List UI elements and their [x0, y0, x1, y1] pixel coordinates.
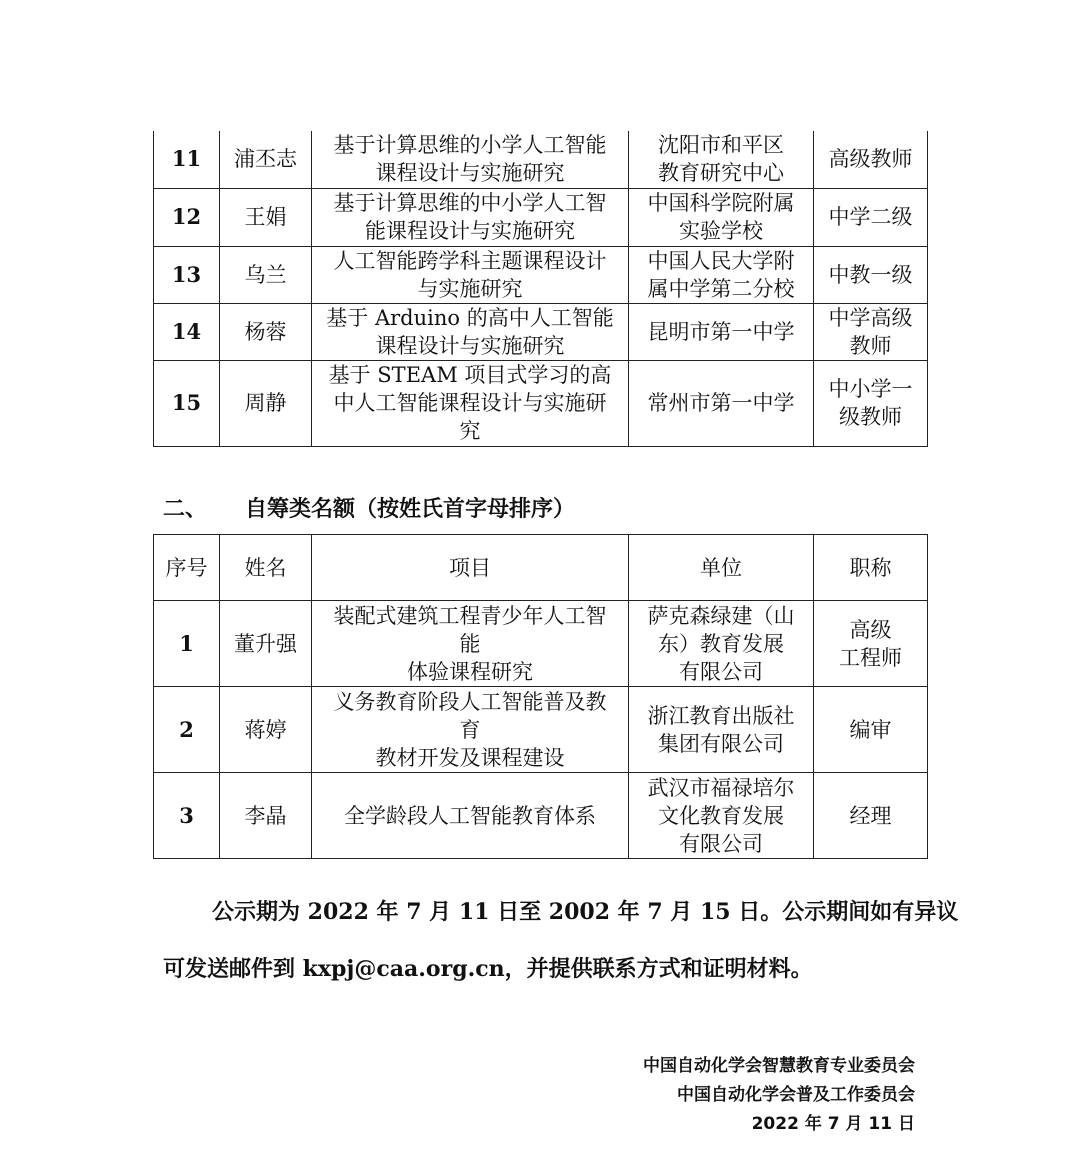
cell-unit [629, 360, 814, 446]
cell-line: 中学二级 [828, 205, 913, 229]
cell-line: 基于 Arduino 的高中人工智能 [326, 305, 614, 330]
cell-line: 基于计算思维的中小学人工智 [333, 191, 607, 215]
cell-line: 有限公司 [679, 659, 763, 684]
cell-no: 2 [154, 687, 220, 773]
cell-line: 属中学第二分校 [647, 276, 795, 301]
cell-line: 浙江教育出版社 [647, 703, 795, 728]
notice-line-1: 公示期为 2022 年 7 月 11 日至 2002 年 7 月 15 日。公示期间如有异议 [212, 899, 959, 925]
cell-line: 东）教育发展 [658, 631, 784, 656]
cell-title [814, 773, 928, 859]
cell-line: 教材开发及课程建设 [375, 745, 565, 770]
cell-title [814, 131, 928, 188]
cell-line: 课程设计与实施研究 [375, 333, 565, 358]
header-unit: 单位 [629, 535, 814, 601]
table-row [154, 188, 928, 246]
cell-line: 中国科学院附属 [647, 191, 795, 215]
cell-name: 周静 [220, 360, 312, 446]
cell-no: 3 [154, 773, 220, 859]
cell-unit [629, 246, 814, 303]
cell-project [312, 360, 629, 446]
cell-project [312, 687, 629, 773]
table-row [154, 601, 928, 687]
cell-line: 中小学一 [828, 377, 913, 401]
table-row [154, 773, 928, 859]
cell-line: 育 [459, 717, 481, 742]
section-heading [163, 492, 575, 523]
header-no: 序号 [154, 535, 220, 601]
cell-unit [629, 687, 814, 773]
table-row [154, 687, 928, 773]
cell-title [814, 246, 928, 303]
cell-unit [629, 303, 814, 360]
table-header-row [154, 535, 928, 601]
cell-line: 人工智能跨学科主题课程设计 [333, 248, 607, 273]
cell-title [814, 360, 928, 446]
header-project: 项目 [312, 535, 629, 601]
cell-no: 15 [154, 360, 220, 446]
cell-project [312, 773, 629, 859]
cell-line: 能 [459, 631, 481, 656]
cell-line: 基于计算思维的小学人工智能 [333, 133, 607, 158]
self-funded-table [153, 534, 928, 859]
cell-name: 乌兰 [220, 246, 312, 303]
cell-line: 装配式建筑工程青少年人工智 [333, 603, 607, 628]
cell-line: 中学高级 [828, 305, 913, 330]
cell-line: 级教师 [839, 405, 902, 429]
cell-line: 高级 [849, 617, 892, 642]
cell-title [814, 303, 928, 360]
table-row [154, 360, 928, 446]
cell-line: 义务教育阶段人工智能普及教 [333, 689, 607, 714]
cell-name: 王娟 [220, 188, 312, 246]
cell-line: 文化教育发展 [658, 803, 784, 828]
cell-project [312, 131, 629, 188]
cell-line: 教育研究中心 [658, 161, 784, 186]
cell-no: 14 [154, 303, 220, 360]
cell-no: 1 [154, 601, 220, 687]
cell-project [312, 188, 629, 246]
signature-date: 2022 年 7 月 11 日 [751, 1114, 915, 1134]
cell-name: 董升强 [220, 601, 312, 687]
cell-name: 浦丕志 [220, 131, 312, 188]
cell-name: 杨蓉 [220, 303, 312, 360]
cell-line: 中国人民大学附 [647, 248, 795, 273]
cell-line: 常州市第一中学 [647, 391, 795, 415]
cell-line: 体验课程研究 [407, 659, 533, 684]
cell-line: 昆明市第一中学 [647, 319, 795, 344]
cell-line: 高级教师 [828, 147, 913, 172]
cell-line: 全学龄段人工智能教育体系 [344, 803, 596, 828]
notice-line-2: 可发送邮件到 kxpj@caa.org.cn，并提供联系方式和证明材料。 [163, 956, 813, 982]
cell-line: 实验学校 [679, 219, 763, 243]
cell-line: 编审 [849, 717, 892, 742]
cell-title [814, 601, 928, 687]
cell-title [814, 687, 928, 773]
cell-line: 中人工智能课程设计与实施研 [333, 391, 607, 415]
cell-unit [629, 131, 814, 188]
cell-line: 教师 [849, 333, 892, 358]
cell-project [312, 601, 629, 687]
signature-org-2: 中国自动化学会普及工作委员会 [677, 1085, 915, 1105]
cell-unit [629, 188, 814, 246]
cell-line: 有限公司 [679, 831, 763, 856]
cell-name: 李晶 [220, 773, 312, 859]
cell-no: 12 [154, 188, 220, 246]
table-row [154, 303, 928, 360]
cell-line: 萨克森绿建（山 [647, 603, 795, 628]
cell-line: 能课程设计与实施研究 [365, 219, 575, 243]
cell-line: 基于 STEAM 项目式学习的高 [328, 363, 612, 387]
cell-unit [629, 601, 814, 687]
cell-line: 与实施研究 [417, 276, 523, 301]
cell-project [312, 303, 629, 360]
award-table-continued [153, 131, 928, 447]
cell-line: 集团有限公司 [658, 731, 784, 756]
signature-org-1: 中国自动化学会智慧教育专业委员会 [643, 1056, 915, 1076]
cell-no: 13 [154, 246, 220, 303]
cell-line: 工程师 [839, 645, 902, 670]
header-title: 职称 [814, 535, 928, 601]
cell-line: 沈阳市和平区 [658, 133, 784, 158]
table-row [154, 131, 928, 188]
table-row [154, 246, 928, 303]
section-title: 自筹类名额（按姓氏首字母排序） [245, 497, 576, 522]
cell-line: 中教一级 [828, 262, 913, 287]
cell-project [312, 246, 629, 303]
cell-title [814, 188, 928, 246]
section-number: 二、 [163, 497, 208, 522]
cell-unit [629, 773, 814, 859]
cell-line: 武汉市福禄培尔 [647, 775, 795, 800]
cell-line: 经理 [849, 803, 892, 828]
cell-line: 究 [459, 419, 481, 443]
cell-no: 11 [154, 131, 220, 188]
cell-line: 课程设计与实施研究 [375, 161, 565, 186]
cell-name: 蒋婷 [220, 687, 312, 773]
header-name: 姓名 [220, 535, 312, 601]
